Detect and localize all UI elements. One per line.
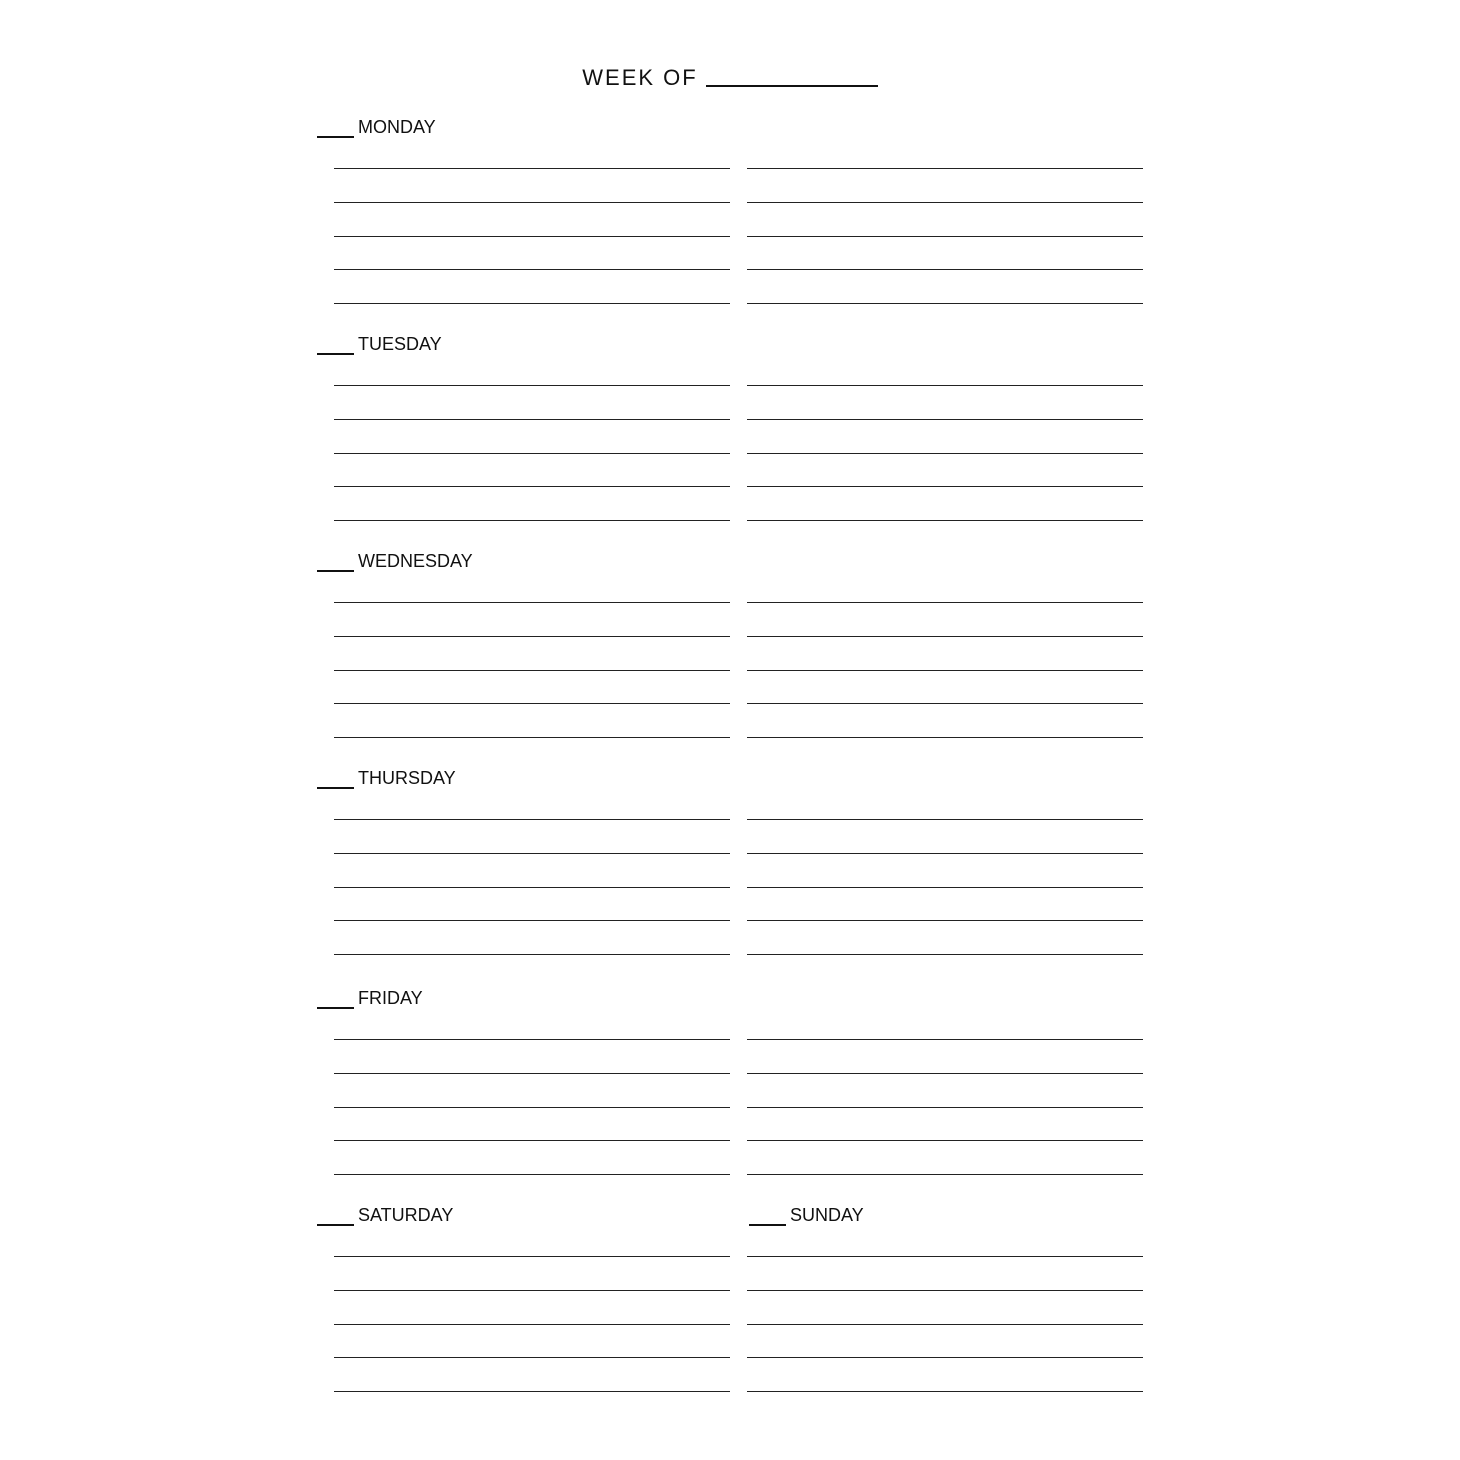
writing-line[interactable]	[747, 385, 1143, 386]
day-heading-sunday	[749, 1204, 864, 1226]
day-heading-friday	[317, 987, 423, 1009]
writing-line[interactable]	[334, 1256, 730, 1257]
writing-line[interactable]	[747, 853, 1143, 854]
day-label: SUNDAY	[790, 1205, 864, 1225]
day-label: SATURDAY	[358, 1205, 454, 1225]
writing-line[interactable]	[747, 887, 1143, 888]
writing-line[interactable]	[334, 703, 730, 704]
writing-line[interactable]	[747, 1256, 1143, 1257]
writing-line[interactable]	[747, 1174, 1143, 1175]
writing-line[interactable]	[747, 1391, 1143, 1392]
writing-line[interactable]	[334, 168, 730, 169]
writing-line[interactable]	[334, 453, 730, 454]
writing-line[interactable]	[334, 520, 730, 521]
day-date-blank[interactable]	[317, 570, 354, 572]
writing-line[interactable]	[334, 486, 730, 487]
writing-line[interactable]	[334, 385, 730, 386]
writing-line[interactable]	[747, 1107, 1143, 1108]
writing-line[interactable]	[334, 1107, 730, 1108]
writing-line[interactable]	[334, 1174, 730, 1175]
writing-line[interactable]	[747, 168, 1143, 169]
writing-line[interactable]	[334, 1324, 730, 1325]
day-date-blank[interactable]	[317, 353, 354, 355]
writing-line[interactable]	[747, 819, 1143, 820]
day-label: FRIDAY	[358, 988, 423, 1008]
day-label: WEDNESDAY	[358, 551, 473, 571]
writing-line[interactable]	[747, 1357, 1143, 1358]
writing-line[interactable]	[334, 1357, 730, 1358]
day-label: THURSDAY	[358, 768, 456, 788]
writing-line[interactable]	[747, 737, 1143, 738]
day-label: MONDAY	[358, 117, 436, 137]
writing-line[interactable]	[747, 202, 1143, 203]
day-heading-monday	[317, 116, 436, 138]
writing-line[interactable]	[334, 1039, 730, 1040]
writing-line[interactable]	[747, 520, 1143, 521]
writing-line[interactable]	[747, 920, 1143, 921]
writing-line[interactable]	[334, 737, 730, 738]
writing-line[interactable]	[747, 486, 1143, 487]
writing-line[interactable]	[747, 1290, 1143, 1291]
writing-line[interactable]	[334, 636, 730, 637]
day-date-blank[interactable]	[317, 1007, 354, 1009]
day-heading-wednesday	[317, 550, 473, 572]
day-date-blank[interactable]	[317, 136, 354, 138]
writing-line[interactable]	[334, 1391, 730, 1392]
writing-line[interactable]	[747, 602, 1143, 603]
writing-line[interactable]	[334, 236, 730, 237]
writing-line[interactable]	[747, 1039, 1143, 1040]
day-date-blank[interactable]	[317, 787, 354, 789]
writing-line[interactable]	[747, 703, 1143, 704]
writing-line[interactable]	[334, 1290, 730, 1291]
day-date-blank[interactable]	[317, 1224, 354, 1226]
week-of-header	[0, 64, 1460, 92]
writing-line[interactable]	[747, 1324, 1143, 1325]
day-heading-tuesday	[317, 333, 442, 355]
writing-line[interactable]	[334, 920, 730, 921]
writing-line[interactable]	[747, 453, 1143, 454]
writing-line[interactable]	[334, 1073, 730, 1074]
writing-line[interactable]	[334, 269, 730, 270]
writing-line[interactable]	[334, 602, 730, 603]
writing-line[interactable]	[747, 236, 1143, 237]
writing-line[interactable]	[334, 303, 730, 304]
day-heading-thursday	[317, 767, 456, 789]
week-of-blank-line[interactable]	[706, 85, 878, 87]
writing-line[interactable]	[334, 819, 730, 820]
writing-line[interactable]	[334, 419, 730, 420]
writing-line[interactable]	[747, 954, 1143, 955]
writing-line[interactable]	[747, 670, 1143, 671]
writing-line[interactable]	[747, 269, 1143, 270]
day-label: TUESDAY	[358, 334, 442, 354]
writing-line[interactable]	[334, 887, 730, 888]
writing-line[interactable]	[334, 670, 730, 671]
writing-line[interactable]	[747, 303, 1143, 304]
writing-line[interactable]	[334, 202, 730, 203]
writing-line[interactable]	[747, 1140, 1143, 1141]
writing-line[interactable]	[334, 954, 730, 955]
writing-line[interactable]	[334, 1140, 730, 1141]
day-date-blank[interactable]	[749, 1224, 786, 1226]
writing-line[interactable]	[747, 1073, 1143, 1074]
day-heading-saturday	[317, 1204, 453, 1226]
writing-line[interactable]	[747, 636, 1143, 637]
writing-line[interactable]	[747, 419, 1143, 420]
week-of-label: WEEK OF	[582, 65, 698, 90]
writing-line[interactable]	[334, 853, 730, 854]
